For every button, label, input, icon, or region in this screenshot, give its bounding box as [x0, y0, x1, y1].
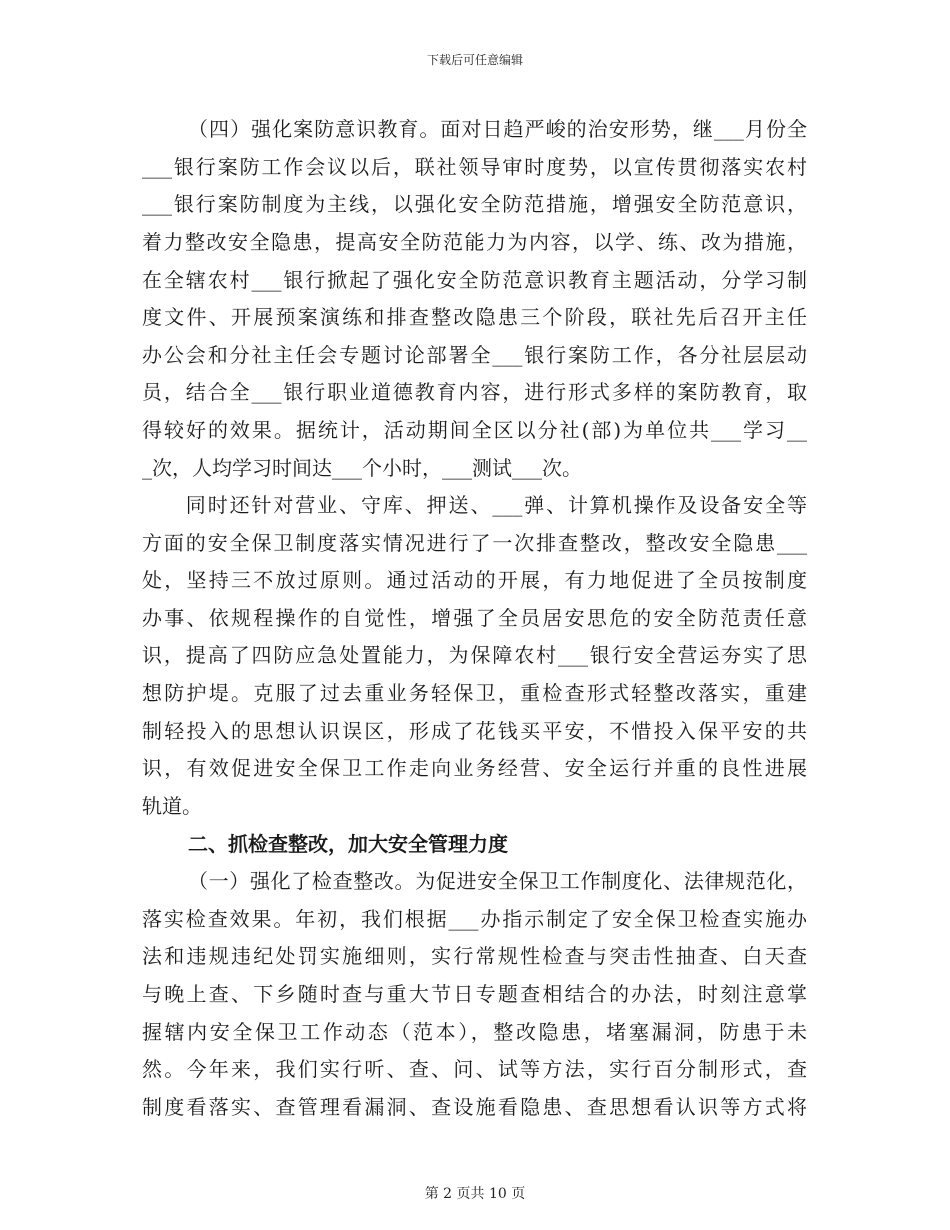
paragraph-line: 识，有效促进安全保卫工作走向业务经营、安全运行并重的良性进展: [142, 756, 807, 780]
page-number: 第 2 页共 10 页: [424, 1186, 526, 1202]
paragraph-line: 度文件、开展预案演练和排查整改隐患三个阶段，联社先后召开主任: [142, 305, 807, 329]
paragraph-line: 制轻投入的思想认识误区，形成了花钱买平安，不惜投入保平安的共: [142, 719, 807, 743]
paragraph-line: 落实检查效果。年初，我们根据___办指示制定了安全保卫检查实施办: [142, 907, 807, 931]
paragraph-line: 着力整改安全隐患，提高安全防范能力为内容，以学、练、改为措施，: [142, 230, 807, 254]
paragraph-line: （四）强化案防意识教育。面对日趋严峻的治安形势，继___月份全: [188, 117, 807, 141]
paragraph-line: ___银行案防工作会议以后，联社领导审时度势，以宣传贯彻落实农村: [142, 155, 807, 179]
paragraph-line: 然。今年来，我们实行听、查、问、试等方法，实行百分制形式，查: [142, 1057, 807, 1081]
paragraph-line: ___银行案防制度为主线，以强化安全防范措施，增强安全防范意识，: [142, 192, 807, 216]
page-header: 下载后可任意编辑: [426, 53, 523, 67]
paragraph-line: 得较好的效果。据统计，活动期间全区以分社(部)为单位共___学习__: [142, 418, 807, 442]
paragraph-line: 同时还针对营业、守库、押送、___弹、计算机操作及设备安全等: [142, 493, 807, 517]
section-heading: 二、抓检查整改，加大安全管理力度: [188, 832, 508, 856]
paragraph-line: 握辖内安全保卫工作动态（范本），整改隐患，堵塞漏洞，防患于未: [142, 1020, 807, 1044]
paragraph-line: 制度看落实、查管理看漏洞、查设施看隐患、查思想看认识等方式将: [142, 1095, 807, 1119]
paragraph-line: 方面的安全保卫制度落实情况进行了一次排查整改，整改安全隐患___: [142, 531, 807, 555]
paragraph-line: 识，提高了四防应急处置能力，为保障农村___银行安全营运夯实了思: [142, 643, 807, 667]
paragraph-line: （一）强化了检查整改。为促进安全保卫工作制度化、法律规范化，: [188, 869, 807, 893]
paragraph-line: 在全辖农村___银行掀起了强化安全防范意识教育主题活动，分学习制: [142, 268, 807, 292]
paragraph-line: 与晚上查、下乡随时查与重大节日专题查相结合的办法，时刻注意掌: [142, 982, 807, 1006]
paragraph-line: 轨道。: [142, 794, 202, 818]
paragraph-line: 法和违规违纪处罚实施细则，实行常规性检查与突击性抽查、白天查: [142, 944, 807, 968]
paragraph-line: 处，坚持三不放过原则。通过活动的开展，有力地促进了全员按制度: [142, 568, 807, 592]
paragraph-line: 员，结合全___银行职业道德教育内容，进行形式多样的案防教育，取: [142, 380, 807, 404]
paragraph-line: 想防护堤。克服了过去重业务轻保卫，重检查形式轻整改落实，重建: [142, 681, 807, 705]
paragraph-line: 办事、依规程操作的自觉性，增强了全员居安思危的安全防范责任意: [142, 606, 807, 630]
paragraph-line: 办公会和分社主任会专题讨论部署全___银行案防工作，各分社层层动: [142, 343, 807, 367]
paragraph-line: _次，人均学习时间达___个小时，___测试___次。: [142, 456, 582, 480]
